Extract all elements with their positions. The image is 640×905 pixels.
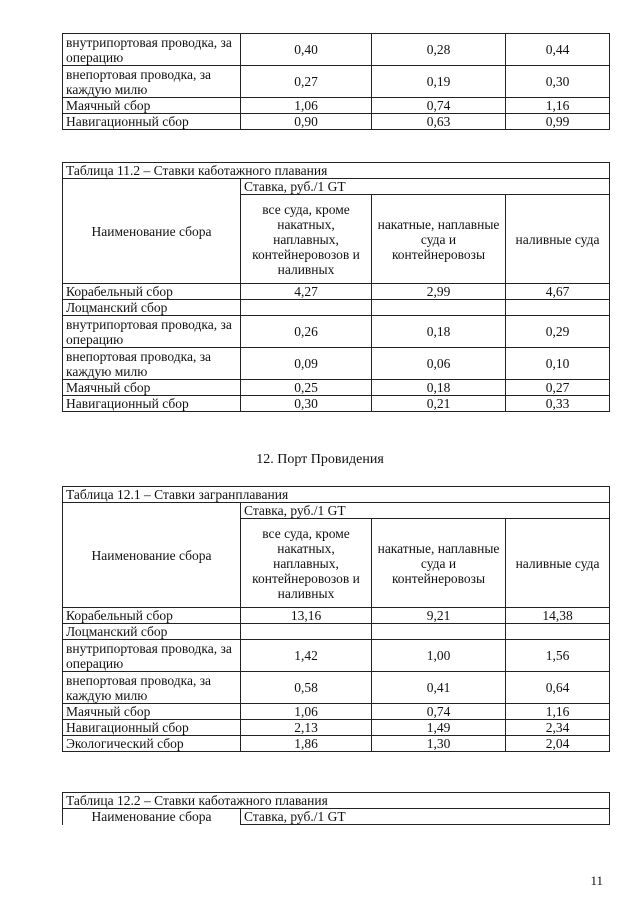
table-row	[63, 720, 610, 736]
rate-value: 0,30	[241, 396, 372, 412]
rate-value: 4,67	[506, 284, 610, 300]
rate-value: 1,06	[241, 98, 372, 114]
column-header-name: Наименование сбора	[63, 179, 241, 284]
rate-value: 0,18	[372, 380, 506, 396]
table-row	[63, 316, 610, 348]
fee-name: Лоцманский сбор	[63, 300, 241, 316]
column-header-roro: накатные, наплавные суда и контейнеровозы	[372, 519, 506, 608]
fee-name: Корабельный сбор	[63, 284, 241, 300]
rate-value: 0,90	[241, 114, 372, 130]
table-row	[63, 672, 610, 704]
rate-value: 0,27	[241, 66, 372, 98]
fee-name: Лоцманский сбор	[63, 624, 241, 640]
table-row	[63, 300, 610, 316]
rate-value: 0,74	[372, 704, 506, 720]
table-row	[63, 114, 610, 130]
table-row	[63, 284, 610, 300]
table-row	[63, 348, 610, 380]
rates-table-continued	[62, 33, 610, 130]
rate-value: 1,30	[372, 736, 506, 752]
table-row	[63, 624, 610, 640]
table-row	[63, 704, 610, 720]
rate-value: 0,99	[506, 114, 610, 130]
fee-name: внепортовая проводка, за каждую милю	[63, 66, 241, 98]
rate-value: 0,63	[372, 114, 506, 130]
section-heading: 12. Порт Провидения	[256, 452, 384, 467]
table-row	[63, 66, 610, 98]
fee-name: внутрипортовая проводка, за операцию	[63, 316, 241, 348]
table-caption: Таблица 12.2 – Ставки каботажного плавания	[63, 793, 610, 809]
rate-value: 0,29	[506, 316, 610, 348]
table-row	[63, 640, 610, 672]
fee-name: Навигационный сбор	[63, 114, 241, 130]
table-row	[63, 396, 610, 412]
rate-value: 1,56	[506, 640, 610, 672]
column-header-roro: накатные, наплавные суда и контейнеровозы	[372, 195, 506, 284]
rate-value	[506, 624, 610, 640]
rate-value: 9,21	[372, 608, 506, 624]
rate-value: 1,16	[506, 704, 610, 720]
rate-value: 2,04	[506, 736, 610, 752]
rate-value: 0,26	[241, 316, 372, 348]
column-header-tankers: наливные суда	[506, 519, 610, 608]
rate-value	[241, 624, 372, 640]
rate-value: 0,18	[372, 316, 506, 348]
rate-value: 0,19	[372, 66, 506, 98]
fee-name: Навигационный сбор	[63, 720, 241, 736]
rate-value: 1,00	[372, 640, 506, 672]
table-row	[63, 98, 610, 114]
rate-value: 0,25	[241, 380, 372, 396]
fee-name: Маячный сбор	[63, 380, 241, 396]
table-caption: Таблица 12.1 – Ставки загранплавания	[63, 487, 610, 503]
fee-name: Корабельный сбор	[63, 608, 241, 624]
table-row	[63, 380, 610, 396]
rate-value	[241, 300, 372, 316]
rate-value: 1,86	[241, 736, 372, 752]
column-header-name: Наименование сбора	[63, 503, 241, 608]
table-row	[63, 736, 610, 752]
rate-value: 0,64	[506, 672, 610, 704]
rate-value: 0,10	[506, 348, 610, 380]
column-header-general: все суда, кроме накатных, наплавных, контейнеровозов и наливных	[241, 195, 372, 284]
fee-name: внепортовая проводка, за каждую милю	[63, 348, 241, 380]
rate-value: 2,34	[506, 720, 610, 736]
fee-name: Навигационный сбор	[63, 396, 241, 412]
rate-value: 0,40	[241, 34, 372, 66]
table-row	[63, 608, 610, 624]
rate-value: 0,09	[241, 348, 372, 380]
rate-value: 13,16	[241, 608, 372, 624]
column-header-tankers: наливные суда	[506, 195, 610, 284]
rate-value: 0,06	[372, 348, 506, 380]
rate-value: 2,13	[241, 720, 372, 736]
rate-value: 0,33	[506, 396, 610, 412]
fee-name: внутрипортовая проводка, за операцию	[63, 34, 241, 66]
rate-value: 1,42	[241, 640, 372, 672]
rate-header: Ставка, руб./1 GT	[241, 503, 610, 519]
table-caption: Таблица 11.2 – Ставки каботажного плавания	[63, 163, 610, 179]
fee-name: внепортовая проводка, за каждую милю	[63, 672, 241, 704]
rate-value: 0,41	[372, 672, 506, 704]
rate-value: 4,27	[241, 284, 372, 300]
fee-name: внутрипортовая проводка, за операцию	[63, 640, 241, 672]
fee-name: Экологический сбор	[63, 736, 241, 752]
rate-value	[506, 300, 610, 316]
rates-table-12-2	[62, 792, 610, 825]
rate-value: 1,49	[372, 720, 506, 736]
rate-value: 0,58	[241, 672, 372, 704]
rate-value: 0,44	[506, 34, 610, 66]
fee-name: Маячный сбор	[63, 98, 241, 114]
column-header-name: Наименование сбора	[63, 809, 241, 825]
rate-value: 1,16	[506, 98, 610, 114]
rate-value: 1,06	[241, 704, 372, 720]
rate-header: Ставка, руб./1 GT	[241, 179, 610, 195]
rates-table-11-2	[62, 162, 610, 412]
rates-table-12-1	[62, 486, 610, 752]
column-header-general: все суда, кроме накатных, наплавных, контейнеровозов и наливных	[241, 519, 372, 608]
rate-value: 0,30	[506, 66, 610, 98]
rate-value	[372, 300, 506, 316]
rate-value: 0,74	[372, 98, 506, 114]
fee-name: Маячный сбор	[63, 704, 241, 720]
rate-value: 0,28	[372, 34, 506, 66]
page-number: 11	[590, 873, 603, 888]
rate-value: 0,27	[506, 380, 610, 396]
rate-header: Ставка, руб./1 GT	[241, 809, 610, 825]
rate-value	[372, 624, 506, 640]
rate-value: 14,38	[506, 608, 610, 624]
rate-value: 2,99	[372, 284, 506, 300]
rate-value: 0,21	[372, 396, 506, 412]
table-row	[63, 34, 610, 66]
